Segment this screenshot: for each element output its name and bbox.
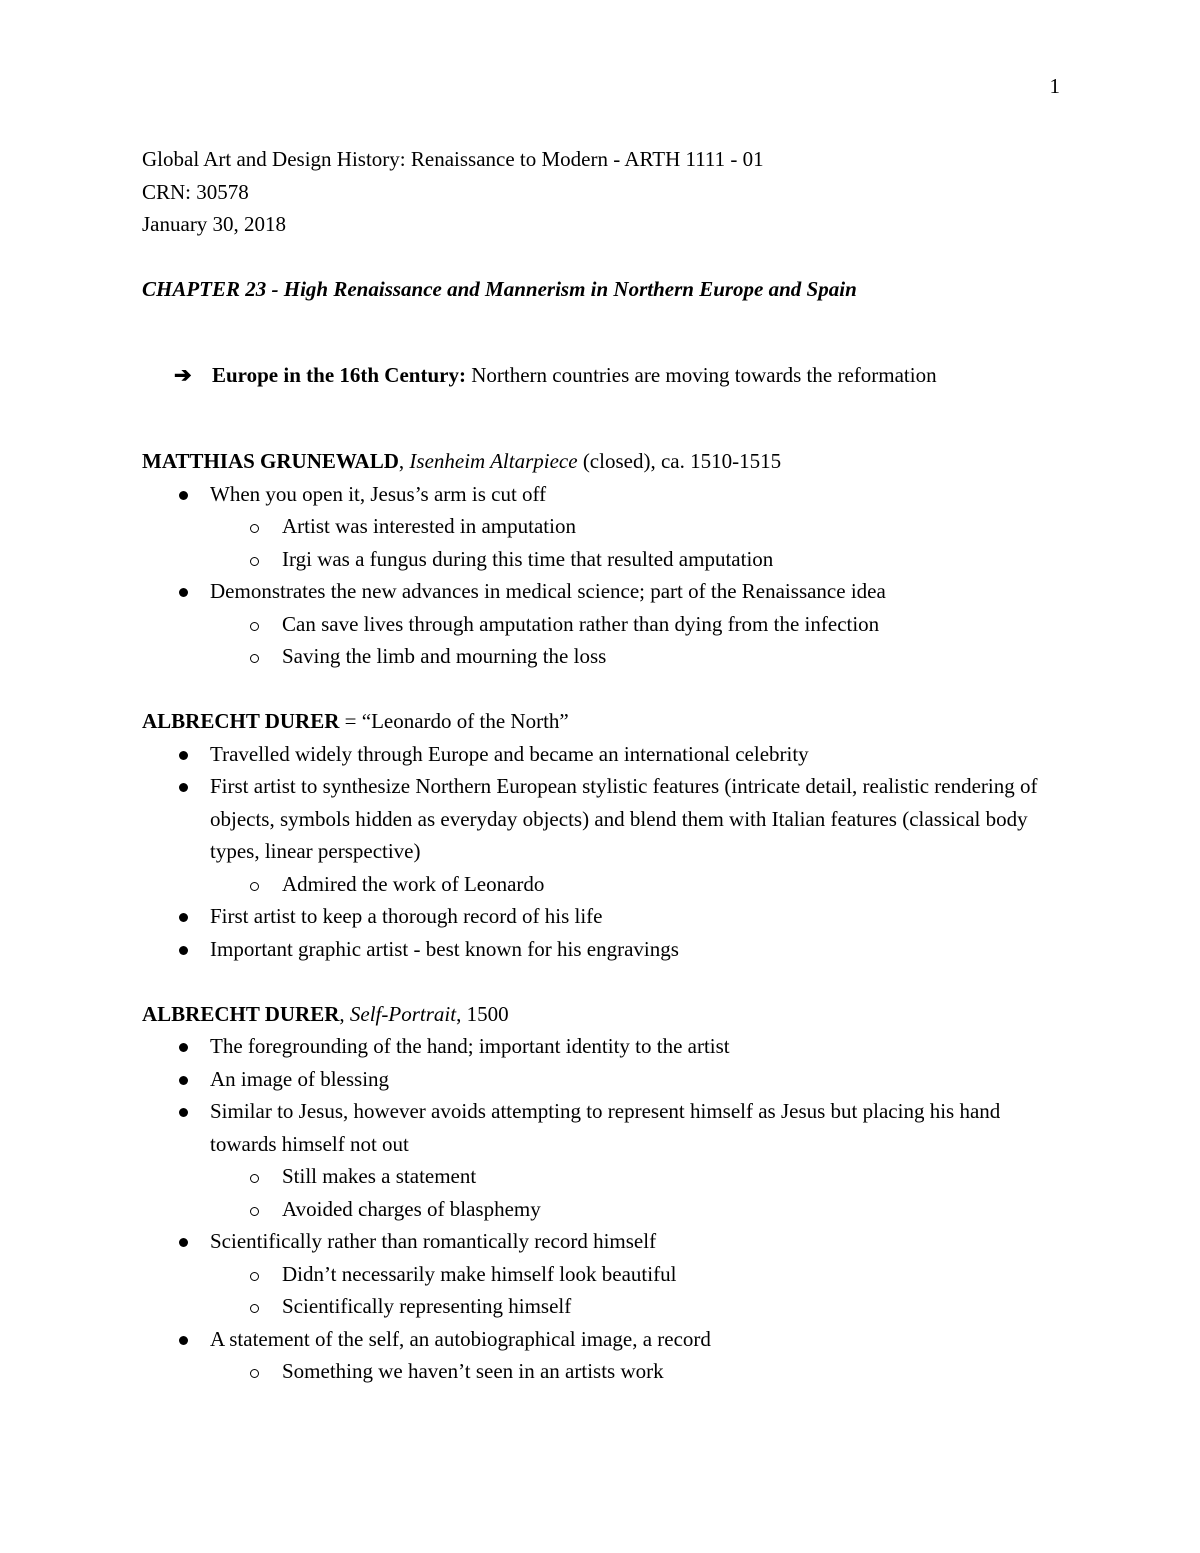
sub-list xyxy=(210,1258,1072,1323)
list-item-text: A statement of the self, an autobiographical image, a record xyxy=(210,1326,711,1351)
hollow-bullet-icon xyxy=(250,524,259,533)
sub-list-item xyxy=(210,1258,1072,1291)
bullet-icon xyxy=(179,946,188,955)
sub-list-item-text: Something we haven’t seen in an artists work xyxy=(282,1359,664,1383)
arrow-item xyxy=(142,359,1072,392)
bullet-icon xyxy=(179,1238,188,1247)
chapter-title: CHAPTER 23 - High Renaissance and Mannerism in Northern Europe and Spain xyxy=(142,277,857,301)
crn: CRN: 30578 xyxy=(142,179,249,204)
separator: , xyxy=(339,1001,350,1026)
sub-list-item xyxy=(210,640,1072,673)
sub-list-item-text: Avoided charges of blasphemy xyxy=(282,1196,541,1221)
list-item xyxy=(142,770,1072,900)
sub-list-item xyxy=(210,1160,1072,1193)
list-item xyxy=(142,575,1072,673)
artist-name: ALBRECHT DURER xyxy=(142,1001,340,1026)
list-item xyxy=(142,1030,1072,1063)
hollow-bullet-icon xyxy=(250,1304,259,1313)
section-heading-self-portrait xyxy=(142,998,1072,1031)
list-item-text: The foregrounding of the hand; important identity to the artist xyxy=(210,1034,730,1058)
list-item xyxy=(142,738,1072,771)
bullet-list xyxy=(142,1030,1072,1388)
hollow-bullet-icon xyxy=(250,1174,259,1183)
sub-list-item xyxy=(210,868,1072,901)
work-details: , 1500 xyxy=(456,1001,509,1026)
arrow-item-text: Northern countries are moving towards the reformation xyxy=(465,363,937,387)
list-item xyxy=(142,1225,1072,1323)
list-item-text: First artist to synthesize Northern European stylistic features (intricate detail, realistic rendering of objects, symbols hidden as everyday objects) and blend them with Italian features (classical body types, linear perspective) xyxy=(210,774,1038,863)
sub-list xyxy=(210,510,1072,575)
hollow-bullet-icon xyxy=(250,1369,259,1378)
work-details: (closed), ca. 1510-1515 xyxy=(577,449,782,473)
page-number: 1 xyxy=(1049,74,1060,98)
hollow-bullet-icon xyxy=(250,557,259,566)
sub-list-item-text: Saving the limb and mourning the loss xyxy=(282,644,607,668)
list-item xyxy=(142,1063,1072,1096)
list-item-text: When you open it, Jesus’s arm is cut off xyxy=(210,481,547,506)
section-heading-grunewald xyxy=(142,445,1072,478)
hollow-bullet-icon xyxy=(250,622,259,631)
list-item xyxy=(142,1095,1072,1225)
sub-list-item-text: Admired the work of Leonardo xyxy=(282,871,545,896)
list-item-text: Scientifically rather than romantically record himself xyxy=(210,1229,657,1253)
artist-name: MATTHIAS GRUNEWALD xyxy=(142,449,399,473)
date: January 30, 2018 xyxy=(142,212,287,236)
sub-list-item xyxy=(210,608,1072,641)
list-item-text: Travelled widely through Europe and became an international celebrity xyxy=(210,741,809,766)
list-item xyxy=(142,1323,1072,1388)
list-item xyxy=(142,478,1072,576)
arrow-right-icon: ➔ xyxy=(174,363,192,387)
artist-name: ALBRECHT DURER xyxy=(142,709,340,733)
sub-list xyxy=(210,868,1072,901)
sub-list xyxy=(210,1160,1072,1225)
heading-details: = “Leonardo of the North” xyxy=(339,709,569,733)
list-item xyxy=(142,933,1072,966)
bullet-icon xyxy=(179,783,188,792)
sub-list-item xyxy=(210,510,1072,543)
list-item-text: An image of blessing xyxy=(210,1066,390,1091)
arrow-item-label: Europe in the 16th Century: xyxy=(212,363,466,387)
hollow-bullet-icon xyxy=(250,1272,259,1281)
hollow-bullet-icon xyxy=(250,882,259,891)
bullet-icon xyxy=(179,913,188,922)
sub-list xyxy=(210,1355,1072,1388)
section-heading-durer xyxy=(142,705,1072,738)
list-item xyxy=(142,900,1072,933)
sub-list-item xyxy=(210,543,1072,576)
bullet-icon xyxy=(179,491,188,500)
sub-list-item-text: Scientifically representing himself xyxy=(282,1294,572,1318)
list-item-text: Demonstrates the new advances in medical science; part of the Renaissance idea xyxy=(210,579,886,603)
sub-list-item-text: Didn’t necessarily make himself look beautiful xyxy=(282,1261,677,1286)
hollow-bullet-icon xyxy=(250,654,259,663)
sub-list-item-text: Artist was interested in amputation xyxy=(282,514,576,538)
work-title: Self-Portrait xyxy=(349,1001,457,1026)
hollow-bullet-icon xyxy=(250,1207,259,1216)
bullet-icon xyxy=(179,1336,188,1345)
course-title: Global Art and Design History: Renaissance to Modern - ARTH 1111 - 01 xyxy=(142,147,764,171)
sub-list-item-text: Can save lives through amputation rather than dying from the infection xyxy=(282,611,880,636)
sub-list-item-text: Irgi was a fungus during this time that resulted amputation xyxy=(282,546,774,571)
work-title: Isenheim Altarpiece xyxy=(409,449,578,473)
bullet-list xyxy=(142,478,1072,673)
sub-list xyxy=(210,608,1072,673)
sub-list-item xyxy=(210,1290,1072,1323)
separator: , xyxy=(398,449,410,473)
list-item-text: First artist to keep a thorough record of his life xyxy=(210,904,603,928)
bullet-icon xyxy=(179,1076,188,1085)
bullet-icon xyxy=(179,1108,188,1117)
bullet-icon xyxy=(179,588,188,597)
sub-list-item xyxy=(210,1355,1072,1388)
bullet-icon xyxy=(179,1043,188,1052)
list-item-text: Important graphic artist - best known for his engravings xyxy=(210,936,679,961)
bullet-icon xyxy=(179,751,188,760)
bullet-list xyxy=(142,738,1072,966)
sub-list-item xyxy=(210,1193,1072,1226)
document-body xyxy=(142,143,1072,1388)
list-item-text: Similar to Jesus, however avoids attempting to represent himself as Jesus but placing his hand towards himself not out xyxy=(210,1099,1001,1156)
sub-list-item-text: Still makes a statement xyxy=(282,1164,477,1188)
